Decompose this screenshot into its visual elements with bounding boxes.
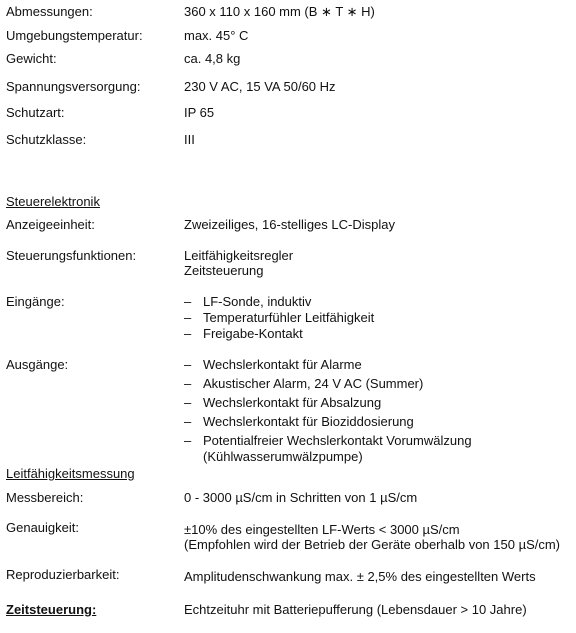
list-item <box>184 414 472 433</box>
spec-value: IP 65 <box>184 105 215 120</box>
list-item-text: Temperaturfühler Leitfähigkeit <box>203 310 375 325</box>
list-item <box>184 310 374 326</box>
section-heading-steuerelektronik: Steuerelektronik <box>6 194 100 209</box>
spec-label: Steuerungsfunktionen: <box>6 248 137 263</box>
spec-value: 0 - 3000 µS/cm in Schritten von 1 µS/cm <box>184 490 418 505</box>
dash-bullet: – <box>184 395 192 410</box>
spec-value-line: Leitfähigkeitsregler <box>184 248 294 263</box>
dash-bullet: – <box>184 310 192 325</box>
list-item <box>184 395 472 414</box>
list-item <box>184 326 374 342</box>
list-item-text: Wechslerkontakt für Absalzung <box>203 395 382 410</box>
list-item-text: LF-Sonde, induktiv <box>203 294 312 309</box>
dash-bullet: – <box>184 357 192 372</box>
list-item <box>184 357 472 376</box>
spec-value: III <box>184 132 195 147</box>
input-list <box>184 294 374 342</box>
spec-value: Echtzeituhr mit Batteriepufferung (Lebensdauer > 10 Jahre) <box>184 602 527 617</box>
dash-bullet: – <box>184 414 192 429</box>
spec-value: Zweizeiliges, 16-stelliges LC-Display <box>184 217 395 232</box>
spec-label: Messbereich: <box>6 490 84 505</box>
dash-bullet: – <box>184 294 192 309</box>
spec-label: Eingänge: <box>6 294 65 309</box>
list-item-text: Akustischer Alarm, 24 V AC (Summer) <box>203 376 424 391</box>
dash-bullet: – <box>184 326 192 341</box>
spec-label: Schutzart: <box>6 105 65 120</box>
spec-value-line: ±10% des eingestellten LF-Werts < 3000 µS/cm <box>184 522 460 537</box>
list-item-text: Wechslerkontakt für Alarme <box>203 357 362 372</box>
list-item <box>184 294 374 310</box>
spec-label: Genauigkeit: <box>6 520 79 535</box>
spec-label: Umgebungstemperatur: <box>6 28 143 43</box>
spec-value-line: (Empfohlen wird der Betrieb der Geräte oberhalb von 150 µS/cm) <box>184 537 561 552</box>
list-item <box>184 376 472 395</box>
spec-label: Reproduzierbarkeit: <box>6 567 120 582</box>
spec-label: Gewicht: <box>6 51 57 66</box>
spec-value: Amplitudenschwankung max. ± 2,5% des eingestellten Werts <box>184 569 536 584</box>
spec-value: 230 V AC, 15 VA 50/60 Hz <box>184 79 336 94</box>
list-item <box>184 433 472 465</box>
spec-value: 360 x 110 x 160 mm (B ∗ T ∗ H) <box>184 4 375 19</box>
spec-label: Schutzklasse: <box>6 132 87 147</box>
spec-value: ca. 4,8 kg <box>184 51 241 66</box>
section-heading-zeitsteuerung: Zeitsteuerung: <box>6 602 97 617</box>
dash-bullet: – <box>184 376 192 391</box>
spec-label: Ausgänge: <box>6 357 69 372</box>
list-item-text-continued: (Kühlwasserumwälzpumpe) <box>203 449 363 464</box>
spec-label: Spannungsversorgung: <box>6 79 141 94</box>
list-item-text: Freigabe-Kontakt <box>203 326 303 341</box>
section-heading-leitfaehigkeitsmessung: Leitfähigkeitsmessung <box>6 466 135 481</box>
spec-label: Abmessungen: <box>6 4 93 19</box>
spec-value: max. 45° C <box>184 28 249 43</box>
spec-label: Anzeigeeinheit: <box>6 217 95 232</box>
spec-value-line: Zeitsteuerung <box>184 263 264 278</box>
output-list <box>184 357 472 465</box>
dash-bullet: – <box>184 433 192 448</box>
list-item-text: Potentialfreier Wechslerkontakt Vorumwälzung <box>203 433 472 448</box>
list-item-text: Wechslerkontakt für Bioziddosierung <box>203 414 414 429</box>
